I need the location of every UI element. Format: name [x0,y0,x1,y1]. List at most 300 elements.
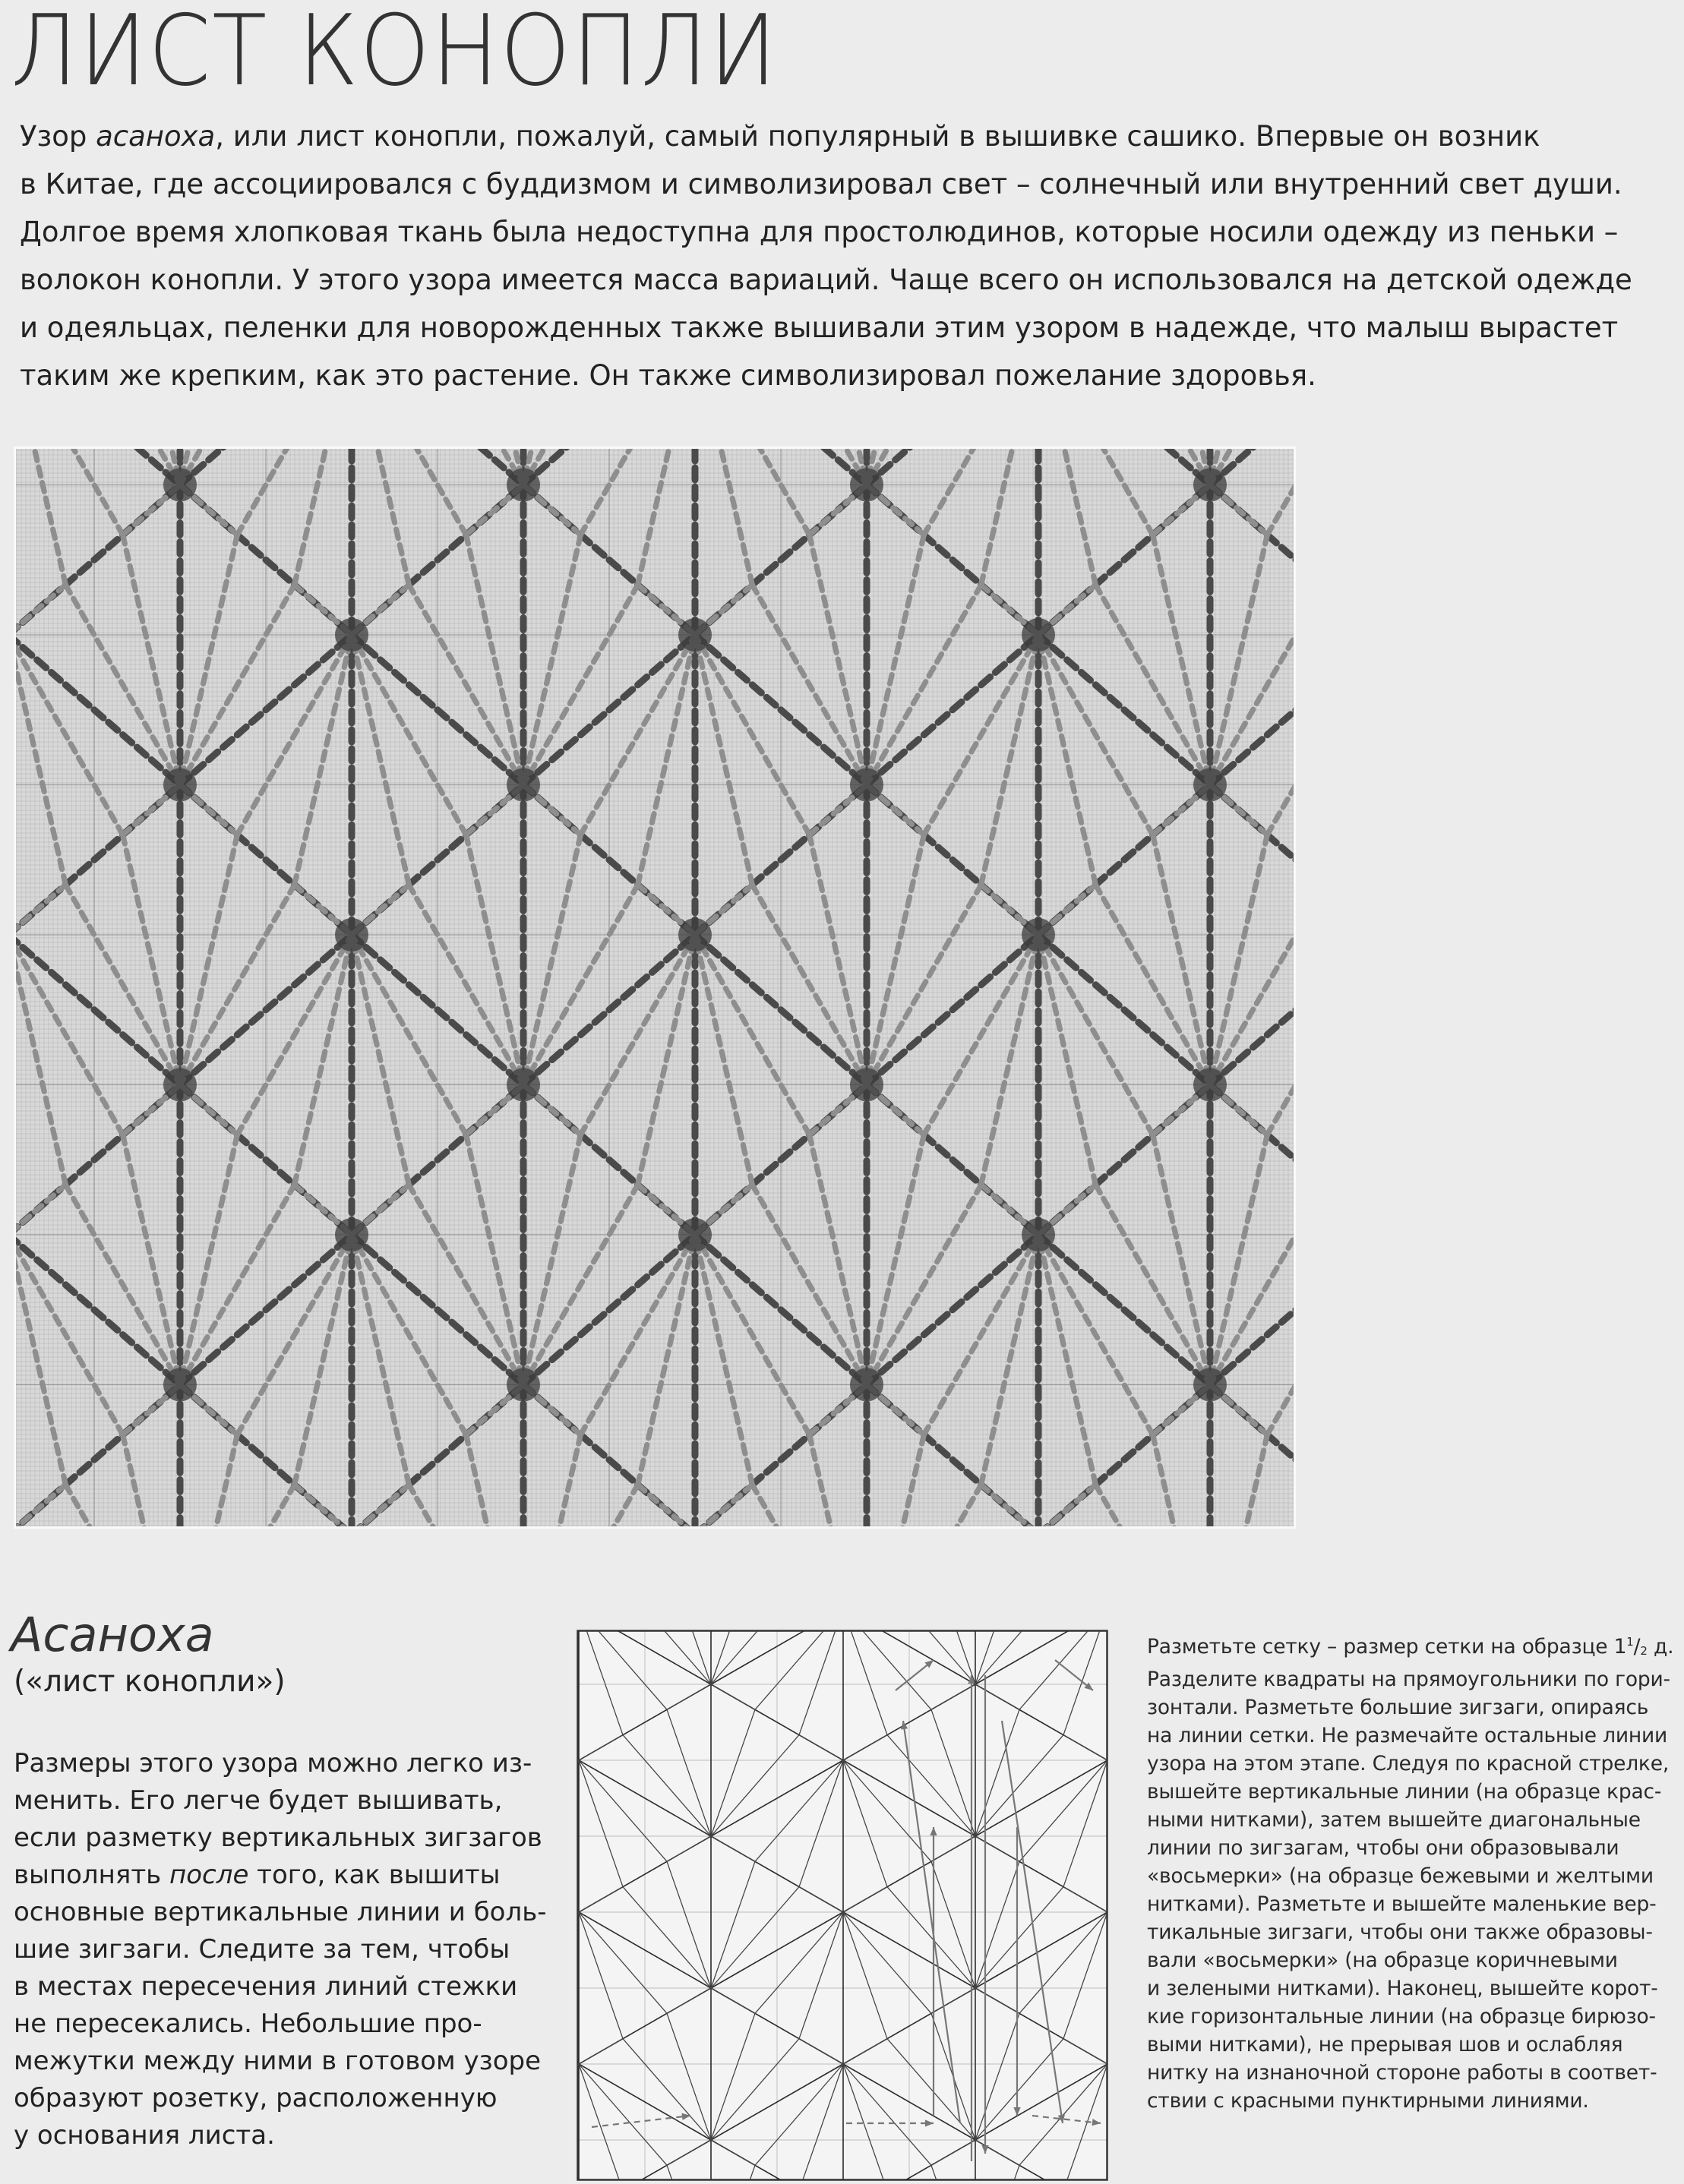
leaf-stitch [580,635,695,835]
leaf-stitch [1153,535,1210,784]
zigzag-stitch [867,1235,1038,1385]
rosette-knot [507,769,540,802]
rosette-knot [335,1218,368,1251]
leaf-stitch [887,1887,975,1988]
leaf-stitch [924,449,1038,535]
leaf-stitch [810,535,867,784]
intro-line [20,112,1668,160]
rosette-knot [1022,1218,1055,1251]
leaf-stitch [752,885,867,1084]
leaf-stitch [180,885,295,1084]
leaf-stitch [981,1485,1038,1526]
leaf-stitch [623,2039,711,2140]
fraction-numerator: 1 [1626,1635,1634,1649]
leaf-stitch [975,1684,1019,1709]
leaf-stitch [931,2140,975,2165]
rosette-knot [678,1218,712,1251]
zigzag-stitch [1038,635,1210,785]
leaf-stitch [799,1887,843,1912]
leaf-stitch [711,1709,755,1836]
leaf-stitch [711,1684,755,1709]
leaf-stitch [1063,1887,1107,1912]
leaf-stitch [579,1760,667,1861]
leaf-stitch [16,449,123,535]
leaf-stitch [867,835,924,1084]
leaf-stitch [579,1887,623,1912]
intro-text: Узор [20,120,96,153]
text-line [14,1857,545,1894]
arrow-icon [930,1827,937,1835]
leaf-stitch [752,1485,867,1526]
leaf-stitch [1153,1434,1210,1526]
text-line: если разметку вертикальных зигзагов [14,1823,542,1853]
zigzag-stitch [975,2064,1107,2140]
text-line: на линии сетки. Не размечайте остальные линии [1147,1724,1668,1747]
text-line: тикальные зигзаги, чтобы они также образовы- [1147,1920,1653,1944]
leaf-stitch [843,1630,931,1709]
leaf-stitch [1153,1135,1210,1384]
leaf-stitch [623,1887,711,1988]
leaf-stitch [867,535,924,784]
leaf-stitch [867,885,981,1084]
leaf-stitch [180,1135,237,1384]
leaf-stitch [975,2039,1063,2140]
leaf-stitch [711,1735,799,1836]
leaf-stitch [867,1135,924,1384]
text-line: вышейте вертикальные линии (на образце крас- [1147,1780,1662,1804]
instructions-right [1147,1628,1679,2115]
leaf-stitch [975,1836,1019,1861]
leaf-stitch [16,585,65,635]
section-title: Асаноха [11,1607,214,1662]
leaf-stitch [752,1185,867,1384]
leaf-stitch [975,1988,1019,2013]
leaf-stitch [695,935,752,1185]
intro-line: и одеяльцах, пеленки для новорожденных также вышивали этим узором в надежде, что малыш вырастет [20,311,1619,344]
leaf-stitch [924,935,1038,1135]
leaf-stitch [867,1185,981,1384]
rosette-knot [507,469,540,502]
leaf-stitch [579,2064,623,2181]
leaf-stitch [1038,635,1095,885]
text-line: не пересекались. Небольшие про- [14,2009,482,2039]
leaf-stitch [931,1709,975,1836]
leaf-stitch [799,1735,843,1760]
leaf-stitch [580,935,695,1135]
leaf-stitch [975,1887,1063,1988]
text-line: в местах пересечения линий стежки [14,1971,518,2002]
leaf-stitch [1063,1735,1107,1760]
leaf-stitch [931,1988,975,2013]
leaf-stitch [867,1485,981,1526]
leaf-stitch [295,449,352,585]
zigzag-stitch [975,1630,1107,1684]
leaf-stitch [295,1235,352,1485]
asanoha-diagram [577,1630,1108,2181]
leaf-stitch [981,1235,1038,1485]
text-line: основные вертикальные линии и боль- [14,1897,547,1927]
arrow-icon [981,2145,988,2154]
leaf-stitch [867,585,981,784]
leaf-stitch [295,935,352,1185]
leaf-stitch [1038,449,1153,535]
intro-line: Долгое время хлопковая ткань была недоступна для простолюдинов, которые носили одежду из пеньки – [20,216,1619,248]
intro-term-asanoha: асаноха [96,120,216,153]
leaf-stitch [123,835,180,1084]
leaf-stitch [237,935,352,1135]
leaf-stitch [16,1185,65,1235]
text-line: узора на этом этапе. Следуя по красной стрелке, [1147,1752,1670,1775]
leaf-stitch [638,635,695,885]
leaf-stitch [16,449,65,585]
leaf-stitch [799,1760,843,1887]
intro-line: таким же крепким, как это растение. Он также символизировал пожелание здоровья. [20,359,1316,392]
leaf-stitch [180,535,237,784]
leaf-stitch [409,885,523,1084]
text-line: кие горизонтальные линии (на образце бирюзо- [1147,2005,1656,2028]
leaf-stitch [711,2039,799,2140]
rosette-knot [507,1368,540,1402]
text-line: линии по зигзагам, чтобы они образовывали [1147,1836,1619,1860]
leaf-stitch [975,2165,1019,2181]
leaf-stitch [1210,1185,1294,1384]
rosette-knot [1193,769,1227,802]
leaf-stitch [843,1760,887,1887]
leaf-stitch [667,2013,711,2140]
leaf-stitch [695,935,810,1135]
text-line: ными нитками), затем вышейте диагональные [1147,1808,1641,1832]
rosette-knot [850,1368,883,1402]
rosette-knot [335,918,368,952]
leaf-stitch [975,1861,1019,1988]
zigzag-stitch [1038,935,1210,1085]
direction-line [1032,2116,1101,2123]
leaf-stitch [295,635,352,885]
rosette-knot [163,769,197,802]
leaf-stitch [1063,1760,1107,1887]
leaf-stitch [16,635,65,885]
direction-line [592,2116,690,2127]
text-line: Разметьте сетку – размер сетки на образце $1^1/_2$ д. [1147,1635,1674,1659]
leaf-stitch [1019,2064,1107,2165]
rosette-knot [1193,469,1227,502]
leaf-stitch [1095,585,1210,784]
leaf-stitch [667,2165,711,2181]
leaf-stitch [638,1235,695,1485]
leaf-stitch [180,585,295,784]
leaf-stitch [16,885,65,935]
leaf-stitch [237,635,352,835]
leaf-stitch [667,1709,711,1836]
text-line: менить. Его легче будет вышивать, [14,1785,503,1816]
rosette-knot [678,618,712,652]
text-line: межутки между ними в готовом узоре [14,2046,541,2076]
leaf-stitch [65,1185,180,1384]
leaf-stitch [755,1912,843,2013]
intro-paragraph [20,112,1668,399]
leaf-stitch [16,1235,65,1485]
leaf-stitch [409,1185,523,1384]
leaf-stitch [579,2064,667,2165]
leaf-stitch [65,585,180,784]
leaf-stitch [755,1760,843,1861]
leaf-stitch [695,635,752,885]
leaf-stitch [711,2140,755,2165]
leaf-stitch [180,1485,295,1526]
leaf-stitch [523,1185,638,1384]
rosette-knot [1193,1368,1227,1402]
leaf-stitch [466,835,523,1084]
leaf-stitch [16,935,65,1185]
text-span: Разметьте сетку – размер сетки на образце 1 [1147,1635,1627,1659]
leaf-stitch [887,2039,975,2140]
leaf-stitch [180,835,237,1084]
text-line: шие зигзаги. Следите за тем, чтобы [14,1934,510,1965]
leaf-stitch [843,1912,931,2013]
leaf-stitch [1210,835,1267,1084]
leaf-stitch [352,449,466,535]
rosette-knot [850,1068,883,1102]
leaf-stitch [623,1735,711,1836]
leaf-stitch [667,1988,711,2013]
rosette-knot [678,918,712,952]
leaf-stitch [931,2165,975,2181]
direction-line [1002,1721,1063,2123]
leaf-stitch [523,535,580,784]
rosette-knot [1193,1068,1227,1102]
zigzag-stitch [16,935,180,1085]
leaf-stitch [695,1235,752,1485]
leaf-stitch [755,1630,843,1709]
text-line: нитками). Разметьте и вышейте маленькие вер- [1147,1892,1657,1916]
leaf-stitch [1063,1630,1107,1735]
leaf-stitch [843,1735,887,1760]
text-line: Размеры этого узора можно легко из- [14,1748,532,1778]
text-line: нитку на изнаночной стороне работы в соответ- [1147,2061,1657,2085]
zigzag-stitch [975,1912,1107,1988]
stitch-lines [16,449,1294,1526]
leaf-stitch [1210,535,1267,784]
leaf-stitch [843,1760,931,1861]
leaf-stitch [981,449,1038,585]
intro-text: , или лист конопли, пожалуй, самый популярный в вышивке сашико. Впервые он возник [215,120,1540,153]
leaf-stitch [695,449,752,585]
leaf-stitch [1210,1434,1267,1526]
leaf-stitch [667,2140,711,2165]
leaf-stitch [711,1988,755,2013]
leaf-stitch [523,835,580,1084]
leaf-stitch [711,2165,755,2181]
leaf-stitch [579,1735,623,1760]
zigzag-stitch [867,935,1038,1085]
leaf-stitch [1210,585,1294,784]
zigzag-stitch [975,2140,1107,2181]
zigzag-stitch [16,1235,180,1385]
leaf-stitch [843,1912,887,2039]
leaf-stitch [1210,1135,1267,1384]
leaf-stitch [523,585,638,784]
diagram-border [578,1631,1107,2180]
arrow-icon [925,2119,934,2126]
text-line: зонтали. Разметьте большие зигзаги, опираясь [1147,1696,1649,1719]
leaf-stitch [1063,1912,1107,2039]
leaf-stitch [579,1630,667,1709]
leaf-stitch [924,1235,1038,1434]
leaf-stitch [580,449,695,535]
leaf-stitch [1038,449,1095,585]
leaf-stitch [975,1709,1019,1836]
zigzag-stitch [867,635,1038,785]
leaf-stitch [1038,935,1153,1135]
rosette-knot [850,469,883,502]
leaf-stitch [1210,885,1294,1084]
leaf-stitch [466,1135,523,1384]
leaf-stitch [523,1485,638,1526]
leaf-stitch [667,1861,711,1988]
leaf-stitch [638,935,695,1185]
intro-line: в Китае, где ассоциировался с буддизмом и символизировал свет – солнечный или внутренний свет души. [20,168,1622,200]
leaf-stitch [810,1135,867,1384]
rosette-knot [1022,618,1055,652]
text-line: выми нитками), не прерывая шов и ослабляя [1147,2033,1623,2056]
embroidery-pattern [16,449,1294,1526]
intro-line: волокон конопли. У этого узора имеется масса вариаций. Чаще всего он использовался на детской одежде [20,264,1632,296]
leaf-stitch [1019,1760,1107,1861]
leaf-stitch [466,535,523,784]
leaf-stitch [1095,1485,1210,1526]
leaf-stitch [1095,885,1210,1084]
leaf-stitch [123,1135,180,1384]
zigzag-stitch [1038,1235,1210,1385]
leaf-stitch [579,2039,623,2064]
zigzag-stitch [975,1760,1107,1836]
leaf-stitch [65,1485,180,1526]
text-line: вали «восьмерки» (на образце коричневыми [1147,1949,1618,1972]
leaf-stitch [1038,1235,1153,1434]
arrow-icon [901,1721,908,1730]
leaf-stitch [237,1235,352,1434]
leaf-stitch [409,585,523,784]
instructions-left [14,1745,545,2154]
leaf-stitch [867,1434,924,1526]
leaf-stitch [799,1630,843,1735]
rosette-knot [163,1368,197,1402]
leaf-stitch [975,1735,1063,1836]
direction-line [903,1721,960,2123]
leaf-stitch [981,635,1038,885]
leaf-stitch [352,1235,409,1485]
leaf-stitch [711,2013,755,2140]
leaf-stitch [1267,449,1294,535]
leaf-stitch [711,1836,755,1861]
leaf-stitch [237,449,352,535]
leaf-stitch [523,885,638,1084]
leaf-stitch [1038,935,1095,1185]
leaf-stitch [65,885,180,1084]
leaf-stitch [466,1434,523,1526]
text-line: образуют розетку, расположенную [14,2083,498,2113]
leaf-stitch [295,1485,352,1526]
leaf-stitch [523,1135,580,1384]
leaf-stitch [799,1912,843,2039]
leaf-stitch [924,635,1038,835]
leaf-stitch [695,1235,810,1434]
embroidery-photo [14,447,1296,1529]
leaf-stitch [180,1185,295,1384]
leaf-stitch [352,935,466,1135]
leaf-stitch [638,449,695,585]
leaf-stitch [695,449,810,535]
leaf-stitch [580,1235,695,1434]
leaf-stitch [409,1485,523,1526]
leaf-stitch [810,835,867,1084]
leaf-stitch [16,1485,65,1526]
leaf-stitch [1095,1185,1210,1384]
leaf-stitch [667,1684,711,1709]
leaf-stitch [1153,835,1210,1084]
leaf-stitch [352,1235,466,1434]
text-span: выполнять [14,1860,169,1890]
leaf-stitch [579,1630,623,1735]
leaf-stitch [1038,635,1153,835]
leaf-stitch [123,1434,180,1526]
section-subtitle: («лист конопли») [14,1665,286,1699]
rosette-knot [1022,918,1055,952]
leaf-stitch [975,2013,1019,2140]
text-line: «восьмерки» (на образце бежевыми и желтыми [1147,1864,1654,1888]
leaf-stitch [711,1861,755,1988]
rosette-knot [335,618,368,652]
leaf-stitch [799,2039,843,2064]
leaf-stitch [843,2039,887,2064]
text-line: Разделите квадраты на прямоугольники по гори- [1147,1668,1670,1691]
leaf-stitch [667,1836,711,1861]
rosette-knot [850,769,883,802]
page-title: ЛИСТ КОНОПЛИ [11,0,779,108]
zigzag-stitch [16,635,180,785]
leaf-stitch [352,635,409,885]
rosette-knot [163,469,197,502]
leaf-stitch [810,1434,867,1526]
leaf-stitch [843,1887,887,1912]
leaf-stitch [352,449,409,585]
text-line: и зелеными нитками). Наконец, вышейте корот- [1147,1977,1658,2000]
leaf-stitch [1063,2064,1107,2181]
text-line: у основания листа. [14,2120,275,2151]
text-line: ствии с красными пунктирными линиями. [1147,2089,1589,2113]
leaf-stitch [523,1434,580,1526]
leaf-stitch [752,585,867,784]
leaf-stitch [579,1912,623,2039]
leaf-stitch [799,2064,843,2181]
leaf-stitch [180,1434,237,1526]
leaf-stitch [638,1485,695,1526]
leaf-stitch [843,2064,931,2165]
leaf-stitch [695,635,810,835]
leaf-stitch [1019,1630,1107,1709]
text-emphasis: после [169,1860,249,1890]
rosette-knot [163,1068,197,1102]
diagram-lines [577,1630,1108,2181]
leaf-stitch [975,2140,1019,2165]
leaf-stitch [1038,1235,1095,1485]
pattern-diagram [577,1630,1108,2181]
text-span: того, как вышиты [248,1860,501,1890]
leaf-stitch [579,1912,667,2013]
leaf-stitch [579,1760,623,1887]
leaf-stitch [1063,2039,1107,2064]
leaf-stitch [887,1735,975,1836]
